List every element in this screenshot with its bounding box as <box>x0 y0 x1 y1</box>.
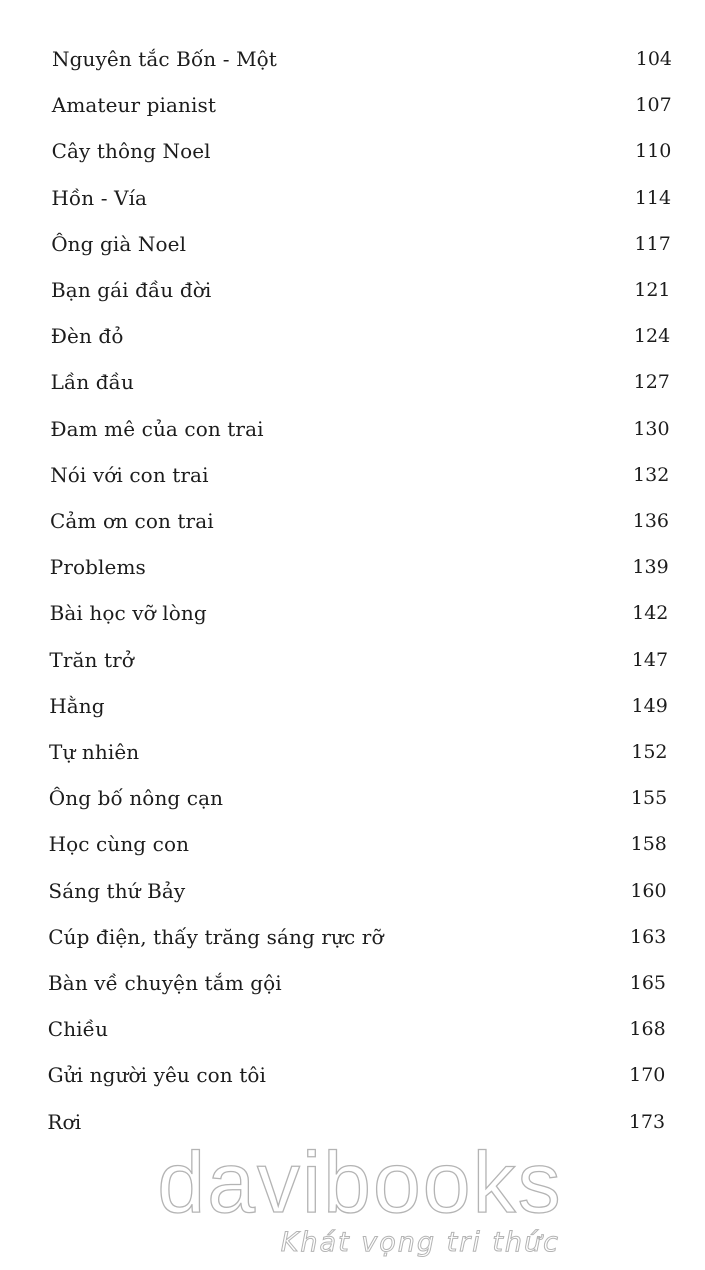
toc-entry <box>49 781 667 815</box>
toc-entry-title: Trăn trở <box>49 647 134 672</box>
toc-entry-page: 158 <box>630 833 667 856</box>
toc-entry <box>52 88 672 122</box>
toc-entry-page: 124 <box>633 325 671 348</box>
toc-entry <box>49 827 667 861</box>
toc-entry-page: 152 <box>631 741 668 763</box>
toc-entry <box>51 365 670 399</box>
toc-entry <box>49 735 668 769</box>
toc-entry-title: Đèn đỏ <box>50 324 124 349</box>
toc-entry-page: 121 <box>634 279 671 301</box>
watermark-brand: davibooks <box>157 1135 563 1231</box>
toc-entry-title: Cây thông Noel <box>51 139 211 164</box>
toc-entry <box>49 689 668 723</box>
toc-entry <box>49 643 668 677</box>
toc-entry-title: Amateur pianist <box>51 93 217 118</box>
toc-entry-title: Cúp điện, thấy trăng sáng rực rỡ <box>48 924 384 949</box>
toc-entry <box>48 966 666 1000</box>
toc-entry <box>50 504 669 538</box>
toc-entry-title: Nói với con trai <box>50 462 209 487</box>
toc-entry-page: 117 <box>634 232 671 255</box>
toc-entry <box>50 596 669 630</box>
toc-entry <box>48 1012 666 1046</box>
toc-entry <box>48 874 666 908</box>
toc-entry-page: 163 <box>630 925 667 948</box>
toc-entry-title: Bạn gái đầu đời <box>51 278 212 302</box>
toc-entry-page: 147 <box>631 648 669 671</box>
toc-entry <box>51 227 671 261</box>
toc-entry-title: Chiều <box>47 1017 109 1042</box>
toc-entry <box>52 134 672 168</box>
toc-entry-page: 107 <box>635 94 672 117</box>
toc-entry-page: 160 <box>630 879 667 902</box>
toc-entry-page: 114 <box>634 186 672 209</box>
toc-entry-title: Gửi người yêu con tôi <box>47 1063 266 1088</box>
toc-entry-page: 168 <box>629 1018 666 1041</box>
toc-entry-title: Tự nhiên <box>49 740 140 764</box>
toc-entry <box>51 273 671 307</box>
toc-entry <box>51 181 671 215</box>
toc-entry-page: 142 <box>632 602 669 625</box>
toc-entry-title: Problems <box>49 555 146 580</box>
toc-entry-page: 155 <box>630 787 668 810</box>
toc-entry-title: Rơi <box>47 1109 82 1134</box>
toc-entry-page: 110 <box>635 140 672 163</box>
toc-entry-title: Ông bố nông cạn <box>48 786 224 811</box>
watermark <box>150 1135 570 1265</box>
toc-entry-page: 149 <box>631 694 668 717</box>
toc-entry-page: 165 <box>629 972 666 994</box>
toc-entry-title: Đam mê của con trai <box>50 416 264 441</box>
watermark-slogan: Khát vọng tri thức <box>280 1227 560 1258</box>
toc-entry-title: Học cùng con <box>48 832 190 857</box>
toc-entry-title: Hằng <box>49 693 105 718</box>
toc-entry-page: 104 <box>635 48 672 70</box>
toc-entry <box>51 319 670 353</box>
toc-entry-page: 170 <box>629 1064 666 1087</box>
toc-entry-title: Lần đầu <box>50 370 135 395</box>
toc-entry <box>50 412 669 446</box>
toc-entry-page: 127 <box>633 371 670 394</box>
toc-entry-page: 130 <box>633 417 670 440</box>
toc-entry-title: Bài học vỡ lòng <box>49 601 207 626</box>
toc-entry-title: Nguyên tắc Bốn - Một <box>52 47 277 71</box>
toc-entry <box>52 42 672 76</box>
toc-entry <box>50 550 669 584</box>
toc-entry-title: Bàn về chuyện tắm gội <box>48 971 282 995</box>
toc-entry-title: Hồn - Vía <box>51 185 148 210</box>
toc-entry-title: Cảm ơn con trai <box>50 509 214 533</box>
toc-entry-page: 173 <box>628 1110 666 1133</box>
toc-entry-title: Ông già Noel <box>51 231 187 256</box>
toc-entry-page: 132 <box>633 463 670 486</box>
toc-entry-page: 136 <box>632 510 669 532</box>
toc-entry <box>47 1105 665 1139</box>
toc-entry-page: 139 <box>632 556 669 579</box>
toc-entry <box>48 920 666 954</box>
toc-entry <box>48 1058 666 1092</box>
toc-entry <box>50 458 669 492</box>
toc-entry-title: Sáng thứ Bảy <box>48 878 186 903</box>
